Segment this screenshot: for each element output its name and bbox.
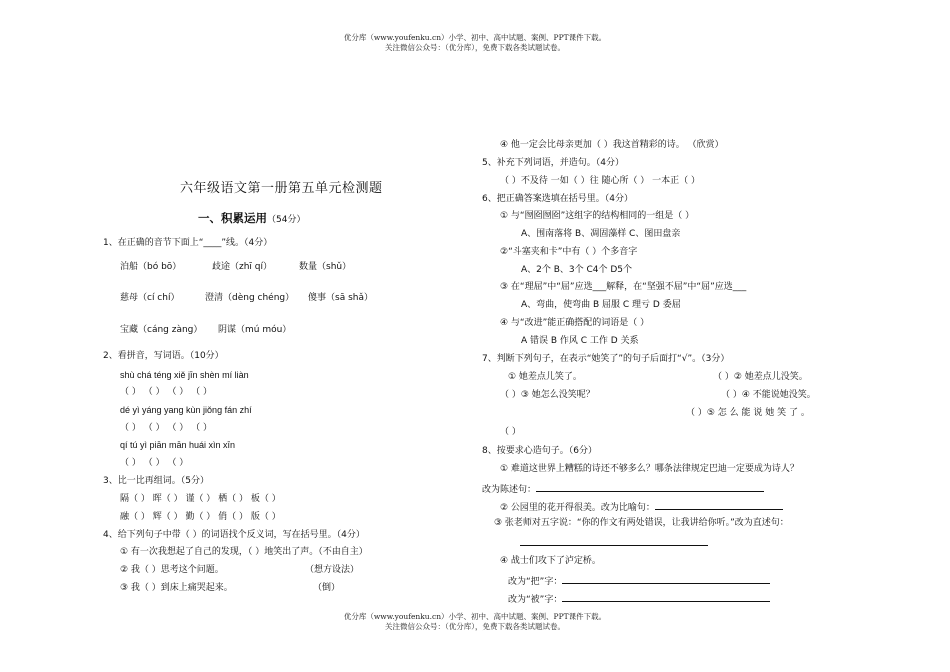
q6-a-options: A、围南落将 B、凋固藻样 C、图田盘亲: [521, 229, 681, 239]
page-footer: [0, 612, 950, 632]
header-line-2: 关注微信公众号：（优分库），免费下载各类试题试卷。: [385, 43, 565, 52]
header-line-1: 优分库（www.youfenku.cn）小学、初中、高中试题、案例、PPT课件下载。: [343, 33, 607, 42]
q3-row2: 融（ ） 辉（ ） 勤（ ） 俏（ ） 版（ ）: [120, 512, 281, 522]
section-heading: [198, 210, 305, 226]
q6-b: ②“斗塞夹和卡”中有（ ）个多音字: [500, 247, 638, 257]
q8-a-answer: [482, 482, 764, 496]
q6-stem: 6、把正确答案选填在括号里。（4分）: [482, 194, 633, 204]
footer-line-1: 优分库（www.youfenku.cn）小学、初中、高中试题、案例、PPT课件下载。: [343, 612, 607, 621]
q7-e: （ ）⑤ 怎 么 能 说 她 笑 了 。: [686, 408, 810, 418]
q4-stem: 4、给下列句子中带（ ）的词语找个反义词，写在括号里。（4分）: [103, 530, 365, 540]
q2-answer-row1: （ ） （ ） （ ） （ ）: [120, 387, 213, 397]
page-header: [0, 33, 950, 53]
q8-d1-blank[interactable]: [562, 574, 770, 584]
q8-d1: [508, 574, 770, 588]
q8-c: ③ 张老师对五字说：“你的作文有两处错误，让我讲给你听。”改为直述句：: [494, 518, 789, 528]
q8-a: ① 难道这世界上糟糕的诗还不够多么？哪条法律规定巴迪一定要成为诗人？: [500, 464, 799, 474]
q8-a-answer-blank[interactable]: [536, 482, 764, 492]
q6-d: ④ 与“改进”能正确搭配的词语是（ ）: [500, 318, 650, 328]
q5-stem: 5、补充下列词语，并造句。（4分）: [482, 158, 624, 168]
q8-c-answer-blank[interactable]: [520, 536, 708, 546]
q4-sentence3-word: （倒）: [313, 583, 341, 593]
exam-title: 六年级语文第一册第五单元检测题: [180, 181, 383, 196]
q1-row2-item1: 慈母（cí chí）: [120, 293, 180, 303]
q8-stem: 8、按要求心造句子。（6分）: [482, 446, 597, 456]
q8-d2-blank[interactable]: [562, 592, 770, 602]
q4-sentence2: ② 我（ ）思考这个问题。: [120, 565, 224, 575]
q2-answer-row2: （ ） （ ） （ ） （ ）: [120, 423, 213, 433]
q6-b-options: A、2个 B、3个 C4个 D5个: [521, 265, 633, 275]
q3-row1: 隔（ ） 晖（ ） 谨（ ） 栖（ ） 板（ ）: [120, 494, 281, 504]
q1-row1-item1: 泊船（bó bō）: [120, 262, 182, 272]
q1-row2-item3: 傻事（sā shǎ）: [308, 293, 373, 303]
q2-pinyin-row3: qí tú yì piān mān huái xìn xīn: [120, 440, 236, 450]
q7-f: （ ）: [500, 427, 521, 437]
q4-sentence4: ④ 他一定会比母亲更加（ ）我这首精彩的诗。 （欣赏）: [500, 140, 724, 150]
q7-stem: 7、判断下列句子，在表示“她笑了”的句子后面打“√”。（3分）: [482, 354, 730, 364]
q8-a-answer-label: 改为陈述句：: [482, 485, 537, 495]
q7-b: （ ）② 她差点儿没笑。: [713, 372, 808, 382]
q4-sentence2-word: （想方设法）: [305, 565, 360, 575]
q2-answer-row3: （ ） （ ） （ ）: [120, 458, 189, 468]
q1-stem: 1、在正确的音节下面上“____”线。（4分）: [103, 238, 273, 248]
q7-c: （ ）③ 她怎么没笑呢？: [500, 390, 595, 400]
q6-d-options: A 错误 B 作风 C 工作 D 关系: [521, 336, 639, 346]
q4-sentence1: ① 有一次我想起了自己的发现，（ ）地笑出了声。（不由自主）: [120, 547, 368, 557]
q8-b-text: ② 公园里的花开得很美。改为比喻句：: [500, 503, 655, 513]
q3-stem: 3、比一比再组词。（5分）: [103, 476, 209, 486]
q2-pinyin-row2: dé yì yáng yang kùn jiǒng fán zhí: [120, 405, 252, 415]
footer-line-2: 关注微信公众号：（优分库），免费下载各类试题试卷。: [385, 622, 565, 631]
q8-c-answer: [520, 536, 708, 550]
q1-row1-item2: 歧途（zhī qí）: [212, 262, 273, 272]
q1-row3-item2: 阴谋（mú móu）: [218, 325, 292, 335]
q8-d1-label: 改为“把”字：: [508, 577, 563, 587]
q8-b-answer-blank[interactable]: [655, 500, 783, 510]
q8-d2: [508, 592, 770, 606]
q5-row: （ ）不及待 一如（ ）往 随心所（ ） 一本正（ ）: [500, 176, 701, 186]
q8-d2-label: 改为“被”字：: [508, 595, 563, 605]
q1-row3-item1: 宝藏（cáng zàng）: [120, 325, 203, 335]
q4-sentence3: ③ 我（ ）到床上痛哭起来。: [120, 583, 233, 593]
q8-d: ④ 战士们攻下了泸定桥。: [500, 556, 601, 566]
q8-b: [500, 500, 783, 514]
q7-a: ① 她差点儿笑了。: [508, 372, 582, 382]
q2-stem: 2、看拼音，写词语。（10分）: [103, 351, 224, 361]
q7-d: （ ）④ 不能说她没笑。: [721, 390, 816, 400]
q6-c: ③ 在“理屈”中“屈”应选___解释，在“坚强不屈”中“屈”应选___: [500, 282, 747, 292]
section-points: （54分）: [267, 215, 306, 225]
q1-row2-item2: 澄清（dèng chéng）: [205, 293, 295, 303]
q6-a: ① 与“囫囵囫囵”这组字的结构相同的一组是（ ）: [500, 211, 695, 221]
q1-row1-item3: 数量（shǔ）: [299, 262, 352, 272]
q6-c-options: A、弯曲，使弯曲 B 屈服 C 理亏 D 委屈: [521, 300, 681, 310]
q2-pinyin-row1: shù chá téng xiě jīn shèn mí liàn: [120, 370, 249, 380]
section-label: 一、积累运用: [198, 211, 267, 225]
